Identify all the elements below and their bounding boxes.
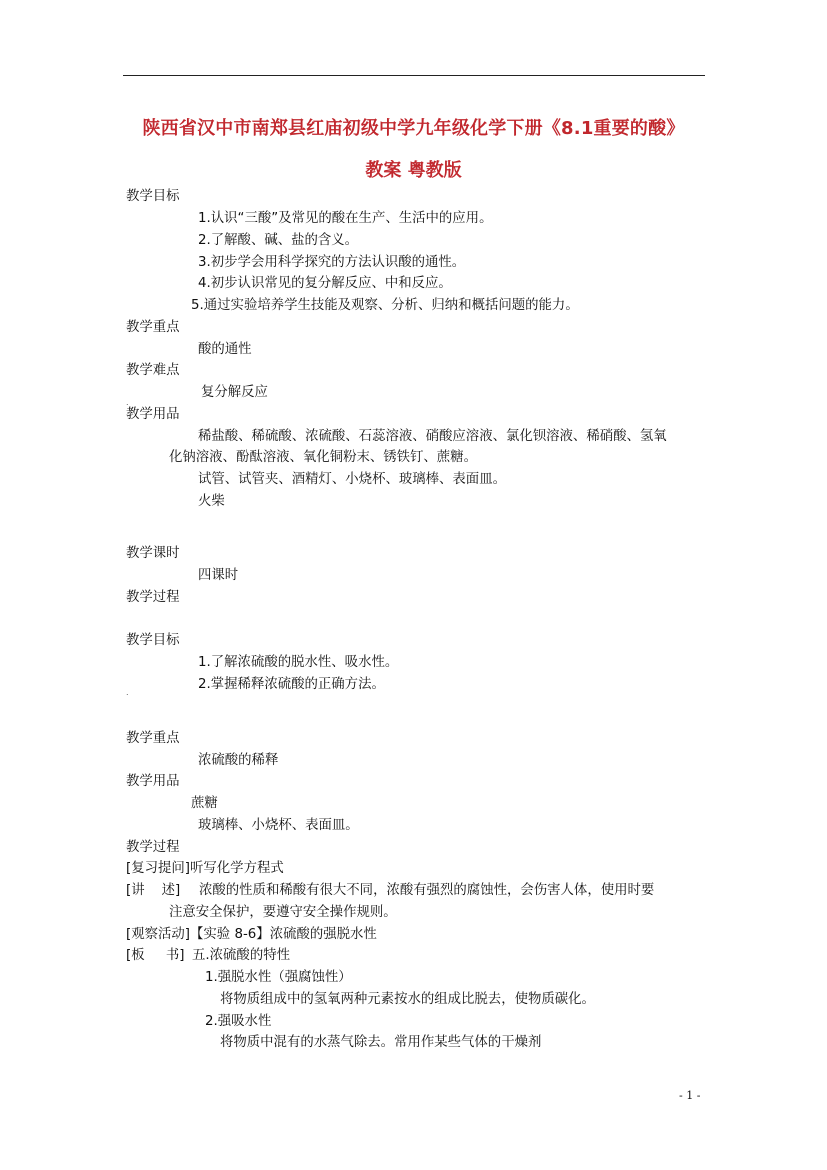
supplies-heading: 教学用品 bbox=[126, 407, 180, 422]
goal-item: 1.认识“三酸”及常见的酸在生产、生活中的应用。 bbox=[198, 211, 493, 226]
key-heading: 教学重点 bbox=[126, 731, 180, 746]
goal-item: 5.通过实验培养学生技能及观察、分析、归纳和概括问题的能力。 bbox=[191, 298, 579, 313]
board-tag: [板 书] bbox=[126, 948, 185, 963]
goals-heading: 教学目标 bbox=[126, 189, 180, 204]
process-heading: 教学过程 bbox=[126, 590, 180, 605]
supplies-heading: 教学用品 bbox=[126, 774, 180, 789]
hours-text: 四课时 bbox=[198, 568, 239, 583]
key-heading: 教学重点 bbox=[126, 320, 180, 335]
goal-item: 2.掌握稀释浓硫酸的正确方法。 bbox=[198, 677, 385, 692]
review-line: [复习提问]听写化学方程式 bbox=[126, 861, 284, 876]
lecture-tag: [讲 述] bbox=[126, 883, 181, 898]
page-number: - 1 - bbox=[679, 1089, 701, 1102]
property-item: 1.强脱水性（强腐蚀性） bbox=[205, 970, 352, 985]
stray-dot-mark: . bbox=[126, 398, 129, 407]
difficulty-text: 复分解反应 bbox=[201, 385, 268, 400]
document-title-line1: 陕西省汉中市南郑县红庙初级中学九年级化学下册《8.1重要的酸》 bbox=[142, 118, 685, 139]
property-detail: 将物质中混有的水蒸气除去。常用作某些气体的干燥剂 bbox=[220, 1035, 542, 1050]
property-item: 2.强吸水性 bbox=[205, 1014, 272, 1029]
difficulty-heading: 教学难点 bbox=[126, 363, 180, 378]
document-title-line2: 教案 粤教版 bbox=[365, 160, 462, 181]
lecture-line: 注意安全保护，要遵守安全操作规则。 bbox=[169, 905, 397, 920]
header-rule bbox=[123, 75, 705, 76]
goal-item: 4.初步认识常见的复分解反应、中和反应。 bbox=[198, 276, 452, 291]
goal-item: 3.初步学会用科学探究的方法认识酸的通性。 bbox=[198, 255, 466, 270]
goal-item: 2.了解酸、碱、盐的含义。 bbox=[198, 233, 359, 248]
lecture-line: 浓酸的性质和稀酸有很大不同，浓酸有强烈的腐蚀性，会伤害人体，使用时要 bbox=[199, 883, 655, 898]
process-heading: 教学过程 bbox=[126, 840, 180, 855]
supplies-line: 火柴 bbox=[198, 494, 225, 509]
key-text: 浓硫酸的稀释 bbox=[198, 753, 279, 768]
hours-heading: 教学课时 bbox=[126, 546, 180, 561]
supplies-line: 化钠溶液、酚酞溶液、氧化铜粉末、锈铁钉、蔗糖。 bbox=[169, 450, 477, 465]
goal-item: 1.了解浓硫酸的脱水性、吸水性。 bbox=[198, 655, 399, 670]
board-text: 五.浓硫酸的特性 bbox=[192, 948, 290, 963]
property-detail: 将物质组成中的氢氧两种元素按水的组成比脱去，使物质碳化。 bbox=[220, 992, 595, 1007]
supplies-line: 玻璃棒、小烧杯、表面皿。 bbox=[198, 818, 359, 833]
supplies-line: 蔗糖 bbox=[191, 796, 218, 811]
supplies-line: 试管、试管夹、酒精灯、小烧杯、玻璃棒、表面皿。 bbox=[198, 472, 506, 487]
key-text: 酸的通性 bbox=[198, 342, 252, 357]
stray-dot-mark: . bbox=[126, 688, 129, 697]
goals-heading: 教学目标 bbox=[126, 633, 180, 648]
observe-line: [观察活动]【实验 8-6】浓硫酸的强脱水性 bbox=[126, 927, 377, 942]
supplies-line: 稀盐酸、稀硫酸、浓硫酸、石蕊溶液、硝酸应溶液、氯化钡溶液、稀硝酸、氢氧 bbox=[198, 429, 667, 444]
